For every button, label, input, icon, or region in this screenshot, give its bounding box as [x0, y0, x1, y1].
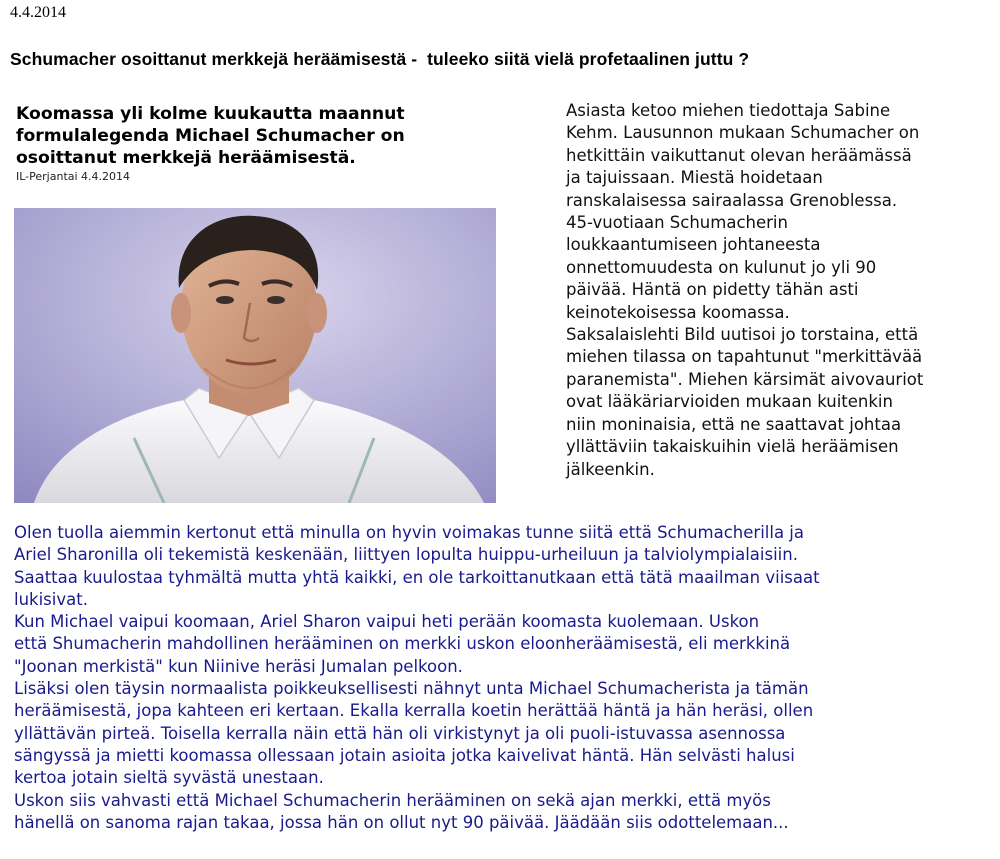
- summary-paragraph: Asiasta ketoo miehen tiedottaja Sabine Kehm. Lausunnon mukaan Schumacher on hetkittäin vaikuttanut olevan heräämässä ja tajuissaan. Miestä hoidetaan ranskalaisessa sairaalassa Grenoblessa. 45-vuotiaan Schumacherin loukkaantumiseen johtaneesta onnettomuudesta on kulunut jo yli 90 päivää. Häntä on pidetty tähän asti keinotekoisessa koomassa. Saksalaislehti Bild uutisoi jo torstaina, että miehen tilassa on tapahtunut "merkittävää paranemista". Miehen kärsimät aivovauriot ovat lääkäriarvioiden mukaan kuitenkin niin moninaisia, että ne saattavat johtaa yllättäviin takaiskuihin vielä heräämisen jälkeenkin.: [566, 101, 924, 479]
- clipping-headline: Koomassa yli kolme kuukautta maannut formulalegenda Michael Schumacher on osoittanut merkkejä heräämisestä.: [16, 104, 405, 168]
- commentary-paragraph-2: Kun Michael vaipui koomaan, Ariel Sharon vaipui heti perään koomasta kuolemaan. Uskon että Shumacherin mahdollinen herääminen on merkki uskon eloonheräämisestä, eli merkkinä "Joonan merkistä" kun Niinive heräsi Jumalan pelkoon.: [14, 612, 791, 676]
- post-date: 4.4.2014: [10, 4, 66, 21]
- clipping-source: IL-Perjantai 4.4.2014: [16, 170, 131, 183]
- news-clipping: [10, 103, 500, 503]
- blog-commentary: [14, 522, 994, 834]
- commentary-paragraph-4: Uskon siis vahvasti että Michael Schumacherin herääminen on sekä ajan merkki, että myös hänellä on sanoma rajan takaa, jossa hän on ollut nyt 90 päivää. Jäädään siis odottelemaan...: [14, 790, 789, 832]
- driver-portrait-photo: [14, 208, 496, 503]
- commentary-paragraph-1: Olen tuolla aiemmin kertonut että minulla on hyvin voimakas tunne siitä että Schumacherilla ja Ariel Sharonilla oli tekemistä keskenään, liittyen lopulta huippu-urheiluun ja talviolympialaisiin. Saattaa kuulostaa tyhmältä mutta yhtä kaikki, en ole tarkoittanutkaan että tätä maailman viisaat lukisivat.: [14, 523, 820, 609]
- commentary-paragraph-3: Lisäksi olen täysin normaalista poikkeuksellisesti nähnyt unta Michael Schumacherista ja tämän heräämisestä, jopa kahteen eri kertaan. Ekalla kerralla koetin herättää häntä ja hän heräsi, ollen yllättävän pirteä. Toisella kerralla näin että hän oli virkistynyt ja oli puoli-istuvassa asennossa sängyssä ja mietti koomassa ollessaan jotain asioita jotka kaivelivat häntä. Hän selvästi halusi kertoa jotain sieltä syvästä unestaan.: [14, 679, 814, 788]
- article-summary-text: [566, 100, 986, 481]
- post-headline: Schumacher osoittanut merkkejä heräämisestä - tuleeko siitä vielä profetaalinen juttu ?: [10, 49, 750, 69]
